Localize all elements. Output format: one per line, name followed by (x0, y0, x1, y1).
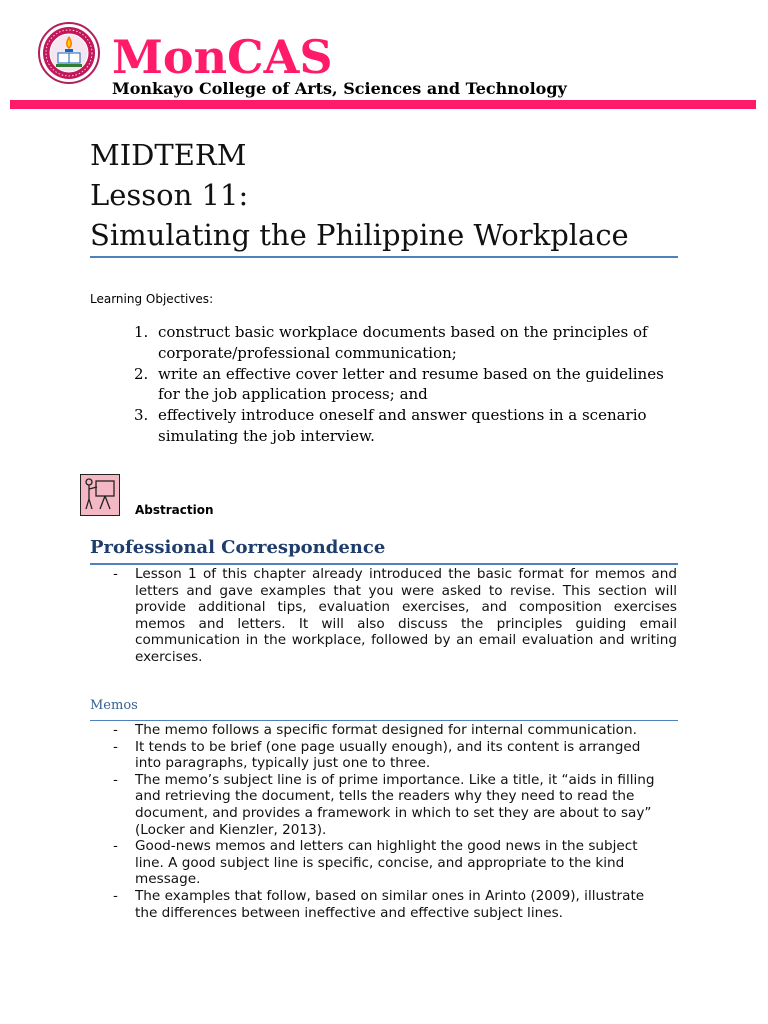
objectives-list (120, 322, 690, 447)
list-item: - The examples that follow, based on similar ones in Arinto (2009), illustrate the differences between ineffective and effective subject lines. (113, 887, 645, 921)
list-item-text: Lesson 1 of this chapter already introduced the basic format for memos and letters and gave examples that you were asked to revise. This section will provide additional tips, evaluation exercises, and composition exercises memos and letters. It will also discuss the principles guiding email communication in the workplace, followed by an email evaluation and writing exercises. (135, 566, 677, 665)
memos-heading: Memos (90, 698, 138, 713)
title-midterm: MIDTERM (90, 138, 247, 172)
objective-number: 3. (134, 406, 149, 425)
objective-number: 1. (134, 323, 149, 341)
section-divider (90, 563, 678, 565)
objective-text: construct basic workplace documents based on the principles of corporate/professional communication; (158, 323, 648, 362)
abstraction-label: Abstraction (135, 503, 214, 517)
college-name-clip (112, 79, 567, 98)
list-item-text: The examples that follow, based on similar ones in Arinto (2009), illustrate the differences between ineffective and effective subject lines. (135, 887, 645, 921)
college-seal-logo (38, 22, 100, 84)
correspondence-list (113, 566, 677, 666)
objective-number: 2. (134, 364, 149, 383)
list-item-text: It tends to be brief (one page usually enough), and its content is arranged into paragraphs, typically just one to three. (135, 738, 641, 772)
objective-item (120, 322, 690, 364)
title-divider (90, 256, 678, 258)
list-item-text: The memo follows a specific format designed for internal communication. (135, 722, 637, 738)
presenter-board-icon (80, 474, 120, 516)
objective-item (120, 405, 690, 447)
title-lesson: Lesson 11: (90, 178, 249, 212)
list-item: - Lesson 1 of this chapter already introduced the basic format for memos and letters and gave examples that you were asked to revise. This section will provide additional tips, evaluation exercises, and composition exercises memos and letters. It will also discuss the principles guiding email communication in the workplace, followed by an email evaluation and writing exercises. (113, 566, 677, 665)
professional-correspondence-heading: Professional Correspondence (90, 537, 386, 558)
list-item: - Good-news memos and letters can highlight the good news in the subject line. A good subject line is specific, concise, and appropriate to the kind message. (113, 838, 638, 888)
college-name: Monkayo College of Arts, Sciences and Technology (112, 79, 567, 98)
list-item-text: Good-news memos and letters can highlight the good news in the subject line. A good subject line is specific, concise, and appropriate to the kind message. (135, 838, 638, 888)
header-bar (10, 100, 756, 109)
memos-list (113, 722, 663, 921)
brand-name: MonCAS (112, 30, 333, 84)
list-item-text: The memo’s subject line is of prime importance. Like a title, it “aids in filling and retrieving the document, tells the readers why they need to read the document, and provides a framework in which to set they are about to say” (Locker and Kienzler, 2013). (135, 771, 655, 838)
memos-divider (90, 720, 678, 721)
objective-item (120, 364, 690, 406)
objective-text: effectively introduce oneself and answer questions in a scenario simulating the job interview. (158, 406, 647, 445)
list-item: - It tends to be brief (one page usually enough), and its content is arranged into paragraphs, typically just one to three. (113, 738, 641, 772)
learning-objectives-heading: Learning Objectives: (90, 292, 214, 306)
list-item: - The memo’s subject line is of prime importance. Like a title, it “aids in filling and retrieving the document, tells the readers why they need to read the document, and provides a framework in which to set they are about to say” (Locker and Kienzler, 2013). (113, 771, 655, 838)
list-item: - The memo follows a specific format designed for internal communication. (113, 722, 637, 738)
title-topic: Simulating the Philippine Workplace (90, 218, 629, 252)
objective-text: write an effective cover letter and resume based on the guidelines for the job application process; and (158, 364, 664, 404)
